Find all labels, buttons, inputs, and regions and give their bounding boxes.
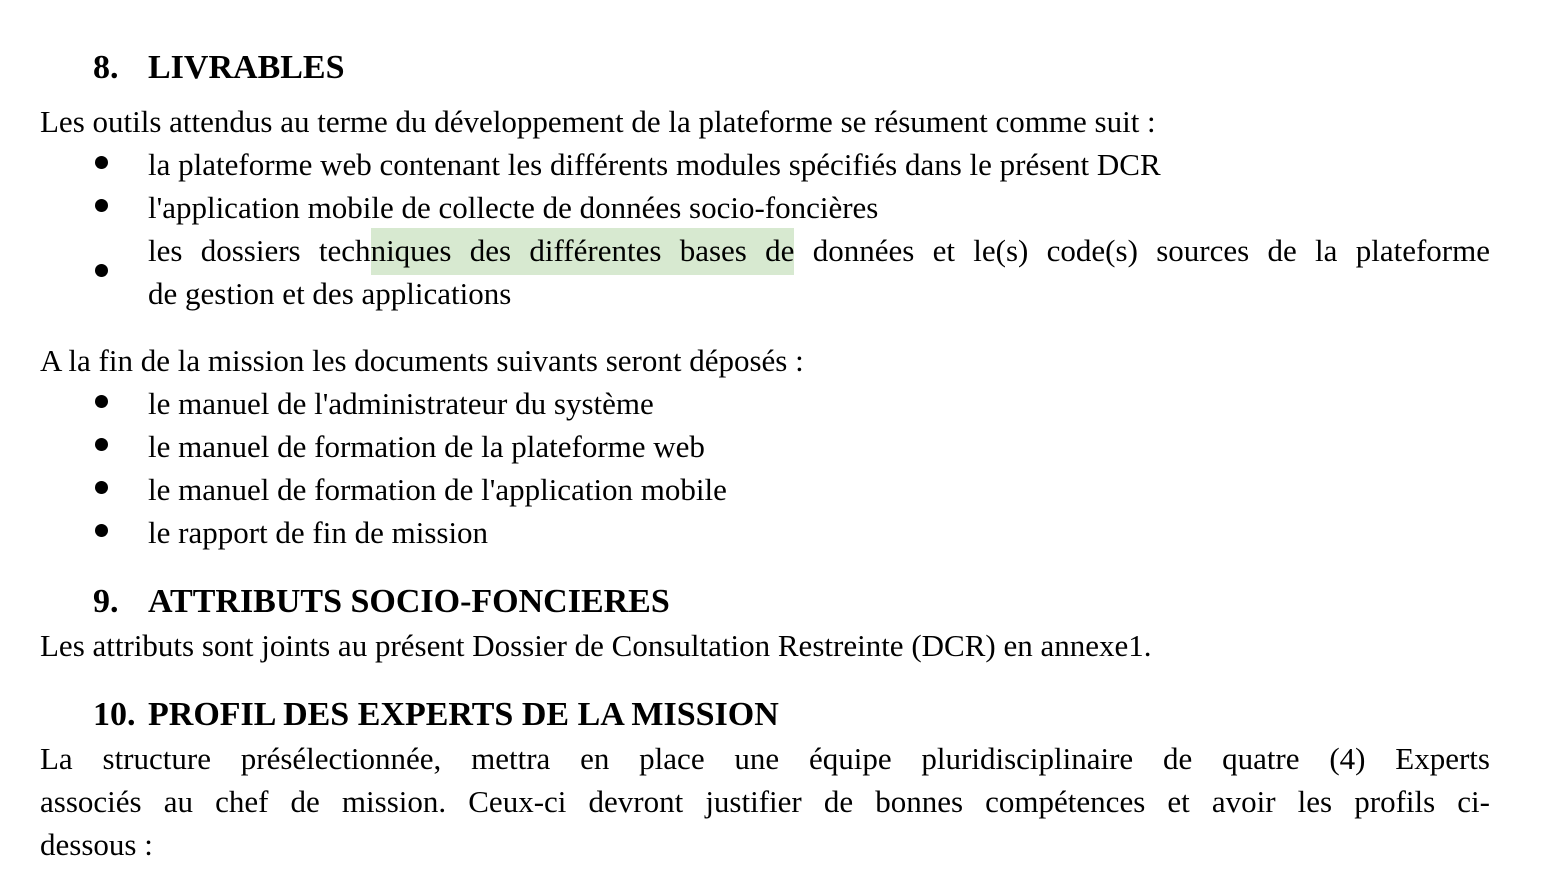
paragraph-line: dessous : [40, 827, 153, 862]
list-item [95, 511, 1490, 554]
bullet-icon [95, 425, 148, 468]
documents-list [40, 382, 1490, 554]
list-item-text [148, 229, 1490, 315]
highlighted-text: niques des différentes bases de [371, 228, 795, 275]
list-item-text: le manuel de formation de la plateforme web [148, 429, 705, 464]
list-item [95, 468, 1490, 511]
section-9-title: ATTRIBUTS SOCIO-FONCIERES [148, 583, 670, 620]
bullet-icon [95, 229, 148, 315]
deliverables-list [40, 143, 1490, 315]
bullet-icon [95, 468, 148, 511]
list-item-text: l'application mobile de collecte de données socio-foncières [148, 190, 879, 225]
list-item [95, 425, 1490, 468]
section-9-body: Les attributs sont joints au présent Dossier de Consultation Restreinte (DCR) en annexe1. [40, 628, 1152, 663]
section-8-title: LIVRABLES [148, 49, 345, 86]
section-9-heading [93, 580, 1490, 624]
list-item [95, 143, 1490, 186]
paragraph-line: La structure présélectionnée, mettra en place une équipe pluridisciplinaire de quatre (4) Experts [40, 741, 1490, 776]
section-10-number: 10. [93, 696, 136, 733]
list-item-text: le manuel de formation de l'application mobile [148, 472, 727, 507]
section-9-number: 9. [93, 583, 119, 620]
bullet-icon [95, 186, 148, 229]
list-item [95, 382, 1490, 425]
section-8-intro: Les outils attendus au terme du développement de la plateforme se résument comme suit : [40, 104, 1156, 139]
bullet-icon [95, 382, 148, 425]
section-8-number: 8. [93, 49, 119, 86]
paragraph-line: associés au chef de mission. Ceux-ci devront justifier de bonnes compétences et avoir les profils ci- [40, 784, 1490, 819]
list-item [95, 229, 1490, 315]
section-8-intro-2: A la fin de la mission les documents suivants seront déposés : [40, 343, 804, 378]
list-item-text: le rapport de fin de mission [148, 515, 489, 550]
section-8-heading [93, 46, 1490, 90]
section-10-paragraph [40, 737, 1490, 866]
list-item-line-2: de gestion et des applications [148, 276, 512, 311]
list-item-text: le manuel de l'administrateur du système [148, 386, 654, 421]
bullet-icon [95, 511, 148, 554]
section-10-title: PROFIL DES EXPERTS DE LA MISSION [148, 696, 779, 733]
list-item-text: la plateforme web contenant les différents modules spécifiés dans le présent DCR [148, 147, 1161, 182]
list-item-line-1: les dossiers techniques des différentes bases de données et le(s) code(s) sources de la plateforme [148, 229, 1490, 272]
list-item [95, 186, 1490, 229]
bullet-icon [95, 143, 148, 186]
section-10-heading [93, 693, 1490, 737]
